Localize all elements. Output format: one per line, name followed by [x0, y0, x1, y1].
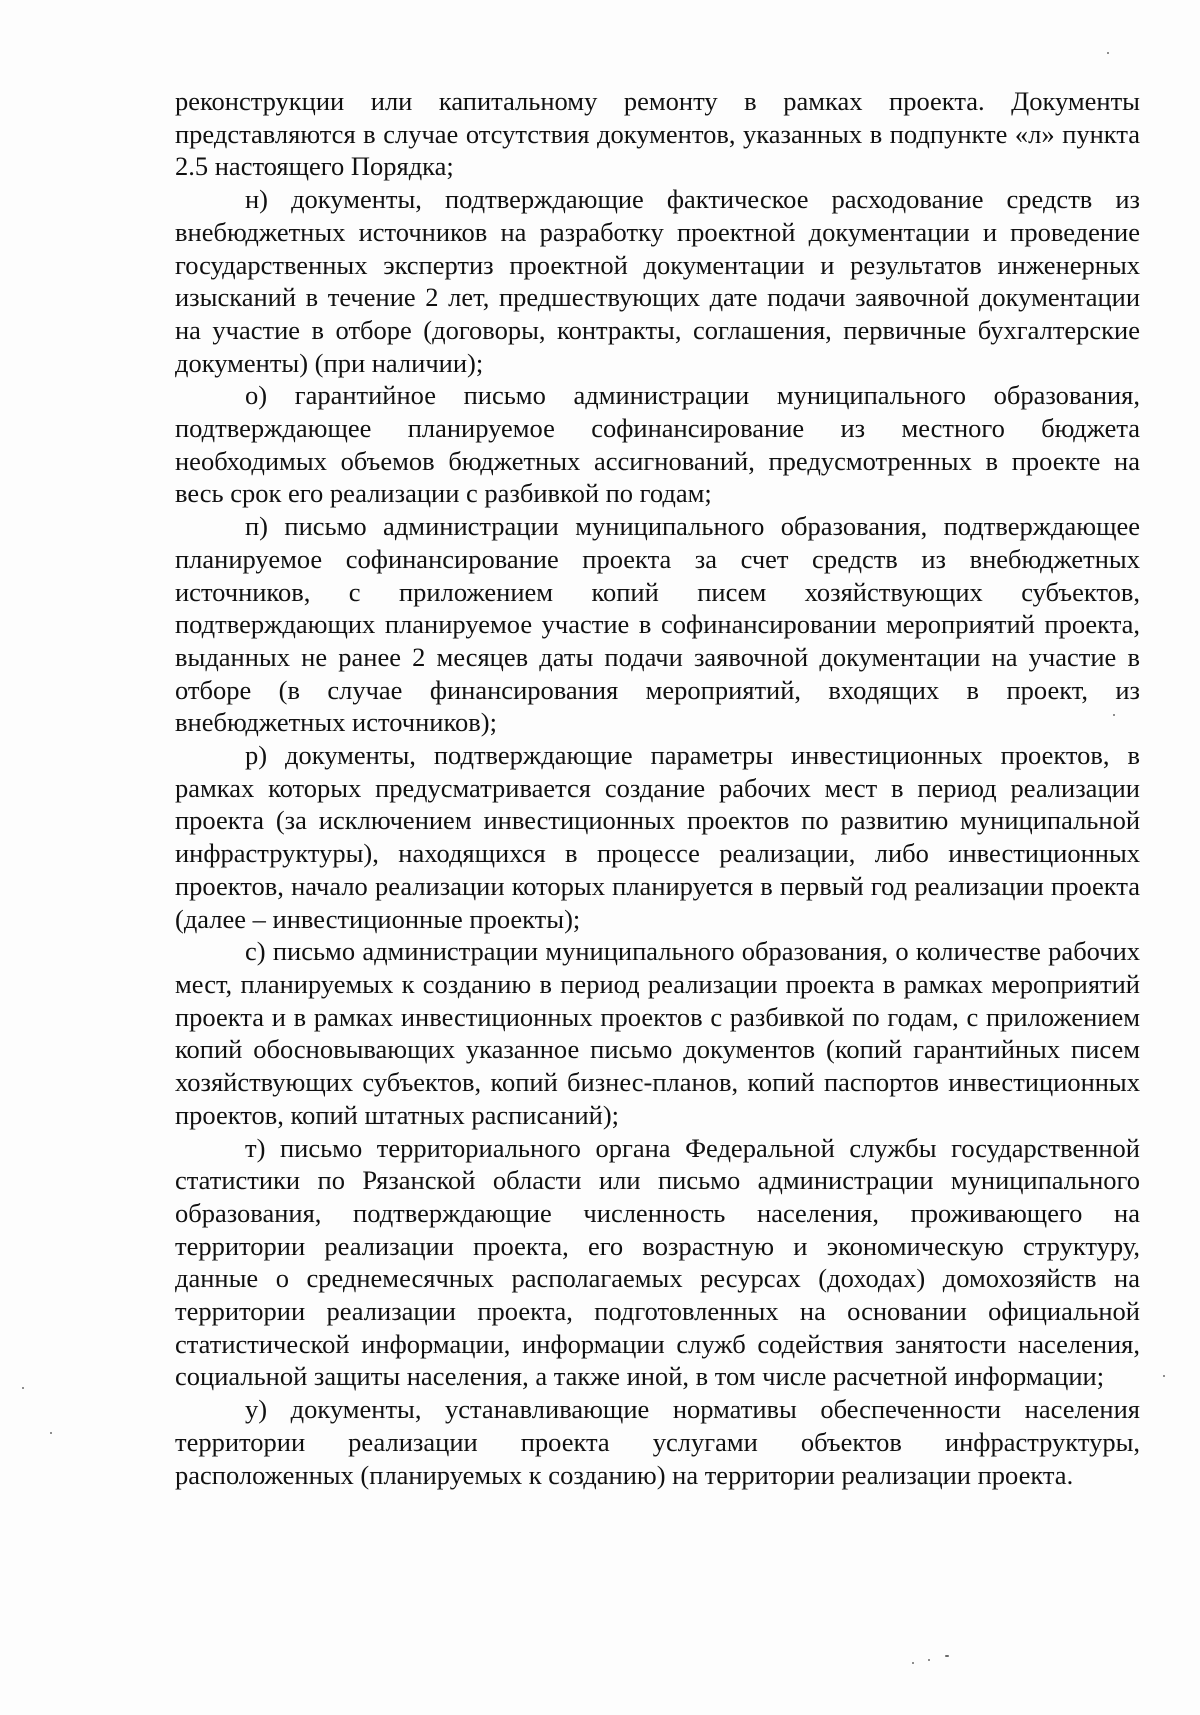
paragraph-continuation: реконструкции или капитальному ремонту в рамках проекта. Документы представляются в случае отсутствия документов, указанных в подпункте «л» пункта 2.5 настоящего Порядка; — [175, 86, 1140, 182]
document-body — [175, 85, 1140, 1491]
paragraph-item-s: с) письмо администрации муниципального образования, о количестве рабочих мест, планируемых к созданию в период реализации проекта в рамках мероприятий проекта и в рамках инвестиционных проектов с разбивкой по годам, с приложением копий обосновывающих указанное письмо документов (копий гарантийных писем хозяйствующих субъектов, копий бизнес-планов, копий паспортов инвестиционных проектов, копий штатных расписаний); — [175, 936, 1140, 1130]
scan-speck — [50, 1432, 52, 1434]
paragraph-item-r: р) документы, подтверждающие параметры инвестиционных проектов, в рамках которых предусматривается создание рабочих мест в период реализации проекта (за исключением инвестиционных проектов по развитию муниципальной инфраструктуры), находящихся в процессе реализации, либо инвестиционных проектов, начало реализации которых планируется в первый год реализации проекта (далее – инвестиционные проекты); — [175, 740, 1140, 934]
scan-speck — [1113, 714, 1115, 716]
paragraph-item-p: п) письмо администрации муниципального образования, подтверждающее планируемое софинансирование проекта за счет средств из внебюджетных источников, с приложением копий писем хозяйствующих субъектов, подтверждающих планируемое участие в софинансировании мероприятий проекта, выданных не ранее 2 месяцев даты подачи заявочной документации на участие в отборе (в случае финансирования мероприятий, входящих в проект, из внебюджетных источников); — [175, 511, 1140, 738]
scan-speck — [912, 1662, 914, 1664]
scan-speck — [928, 1659, 930, 1661]
scan-speck — [22, 1387, 24, 1389]
paragraph-item-n: н) документы, подтверждающие фактическое расходование средств из внебюджетных источников на разработку проектной документации и проведение государственных экспертиз проектной документации и результатов инженерных изысканий в течение 2 лет, предшествующих дате подачи заявочной документации на участие в отборе (договоры, контракты, соглашения, первичные бухгалтерские документы) (при наличии); — [175, 184, 1140, 378]
paragraph-item-t: т) письмо территориального органа Федеральной службы государственной статистики по Рязанской области или письмо администрации муниципального образования, подтверждающие численность населения, проживающего на территории реализации проекта, его возрастную и экономическую структуру, данные о среднемесячных располагаемых ресурсах (доходах) домохозяйств на территории реализации проекта, подготовленных на основании официальной статистической информации, информации служб содействия занятости населения, социальной защиты населения, а также иной, в том числе расчетной информации; — [175, 1132, 1140, 1392]
scan-speck — [1163, 1375, 1165, 1377]
paragraph-item-u: у) документы, устанавливающие нормативы обеспеченности населения территории реализации проекта услугами объектов инфраструктуры, расположенных (планируемых к созданию) на территории реализации проекта. — [175, 1394, 1140, 1490]
scan-speck — [1107, 52, 1109, 54]
paragraph-item-o: о) гарантийное письмо администрации муниципального образования, подтверждающее планируемое софинансирование из местного бюджета необходимых объемов бюджетных ассигнований, предусмотренных в проекте на весь срок его реализации с разбивкой по годам; — [175, 380, 1140, 509]
scan-speck — [945, 1655, 949, 1657]
